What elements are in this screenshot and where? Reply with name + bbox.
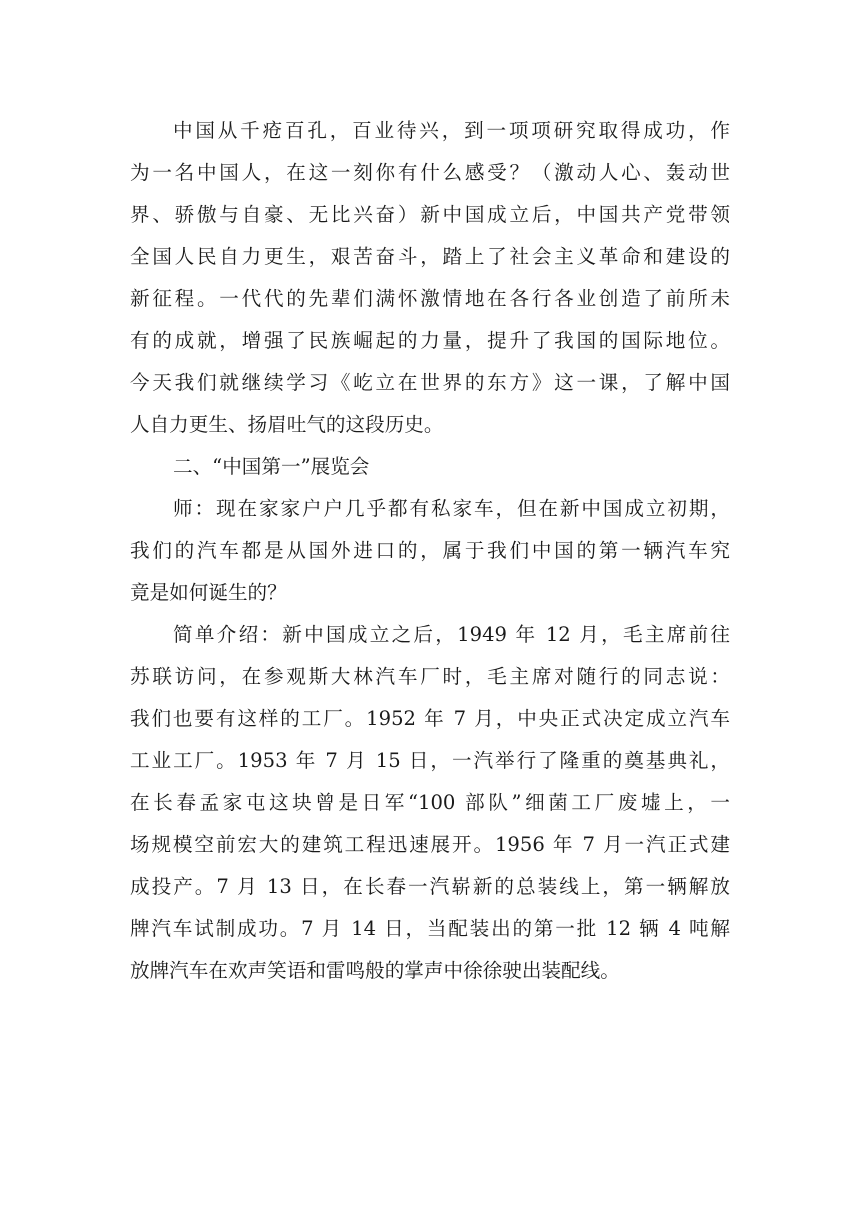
text-line: 中国从千疮百孔，百业待兴，到一项项研究取得成功，作 xyxy=(173,119,730,142)
text-line: 界、骄傲与自豪、无比兴奋）新中国成立后，中国共产党带领 xyxy=(130,203,730,226)
text-line: 苏联访问，在参观斯大林汽车厂时，毛主席对随行的同志说： xyxy=(130,665,730,688)
text-line: 我们的汽车都是从国外进口的，属于我们中国的第一辆汽车究 xyxy=(130,539,730,562)
text-line: 人自力更生、扬眉吐气的这段历史。 xyxy=(130,413,444,436)
text-line: 全国人民自力更生，艰苦奋斗，踏上了社会主义革命和建设的 xyxy=(130,245,730,268)
text-line: 为一名中国人，在这一刻你有什么感受？（激动人心、轰动世 xyxy=(130,161,730,184)
paragraph-brief-intro xyxy=(130,614,730,992)
section-title: 二、“中国第一”展览会 xyxy=(173,455,370,478)
paragraph-teacher-question xyxy=(130,488,730,614)
section-heading xyxy=(130,446,730,488)
text-line: 简单介绍：新中国成立之后，1949 年 12 月，毛主席前往 xyxy=(173,623,730,646)
text-line: 今天我们就继续学习《屹立在世界的东方》这一课，了解中国 xyxy=(130,371,730,394)
text-line: 放牌汽车在欢声笑语和雷鸣般的掌声中徐徐驶出装配线。 xyxy=(130,959,620,982)
text-line: 在长春孟家屯这块曾是日军“100 部队”细菌工厂废墟上，一 xyxy=(130,791,730,814)
text-line: 我们也要有这样的工厂。1952 年 7 月，中央正式决定成立汽车 xyxy=(130,707,730,730)
document-page xyxy=(130,110,730,992)
text-line: 新征程。一代代的先辈们满怀激情地在各行各业创造了前所未 xyxy=(130,287,730,310)
text-line: 牌汽车试制成功。7 月 14 日，当配装出的第一批 12 辆 4 吨解 xyxy=(130,917,730,940)
text-line: 师：现在家家户户几乎都有私家车，但在新中国成立初期， xyxy=(173,497,730,520)
text-line: 竟是如何诞生的？ xyxy=(130,581,287,604)
text-line: 有的成就，增强了民族崛起的力量，提升了我国的国际地位。 xyxy=(130,329,730,352)
text-line: 工业工厂。1953 年 7 月 15 日，一汽举行了隆重的奠基典礼， xyxy=(130,749,730,772)
paragraph-intro xyxy=(130,110,730,446)
text-line: 场规模空前宏大的建筑工程迅速展开。1956 年 7 月一汽正式建 xyxy=(130,833,730,856)
text-line: 成投产。7 月 13 日，在长春一汽崭新的总装线上，第一辆解放 xyxy=(130,875,730,898)
